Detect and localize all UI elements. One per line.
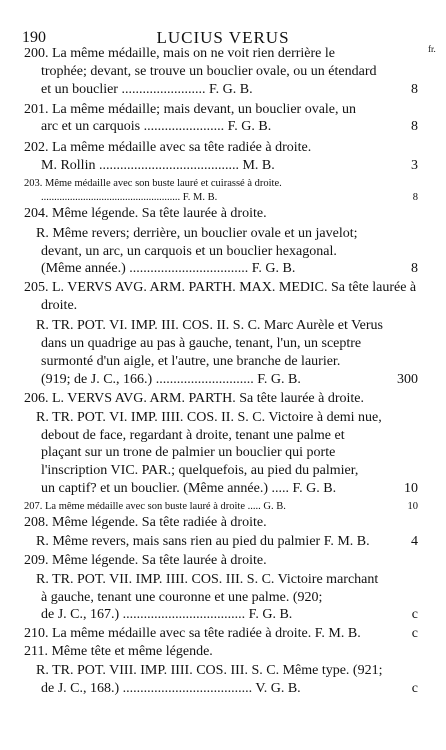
text-line: 206. L. VERVS AVG. ARM. PARTH. Sa tête laurée à droite. [24,391,364,406]
text-line: et un bouclier ........................ F. G. B. [41,82,253,97]
price-value: 8 [412,192,418,203]
text-line: devant, un arc, un carquois et un bouclier hexagonal. [41,244,337,259]
text-line: 208. Même légende. Sa tête radiée à droite. [24,515,267,530]
text-line: 203. Même médaille avec son buste lauré et cuirassé à droite. [24,178,282,189]
running-title: LUCIUS VERUS [156,28,290,47]
text-line: dans un quadrige au pas à gauche, tenant, l'un, un sceptre [41,336,362,351]
price-value: 8 [411,82,418,97]
text-line: trophée; devant, se trouve un bouclier ovale, ou un étendard [41,64,377,79]
text-line: (Même année.) .................................. F. G. B. [41,261,296,276]
text-line: 209. Même légende. Sa tête laurée à droite. [24,553,267,568]
text-line: surmonté d'un aigle, et l'autre, une branche de laurier. [41,354,341,369]
text-line: R. TR. POT. VIII. IMP. IIII. COS. III. S. C. Même type. (921; [36,663,383,678]
text-line: droite. [41,298,78,313]
text-line: R. TR. POT. VI. IMP. III. COS. II. S. C. Marc Aurèle et Verus [36,318,384,333]
price-value: 8 [411,119,418,134]
price-value: c [411,626,418,641]
text-line: (919; de J. C., 166.) ............................ F. G. B. [41,372,301,387]
text-line: 200. La même médaille, mais on ne voit rien derrière le [24,46,335,61]
text-line: R. TR. POT. VII. IMP. IIII. COS. III. S. C. Victoire marchant [36,572,379,587]
text-line: 205. L. VERVS AVG. ARM. PARTH. MAX. MEDIC. Sa tête laurée à [24,280,417,295]
text-line: ..................................................... F. M. B. [41,192,218,203]
text-line: l'inscription VIC. PAR.; quelquefois, au pied du palmier, [41,463,359,478]
text-line: plaçant sur un trone de palmier un bouclier qui porte [41,445,336,460]
text-line: 202. La même médaille avec sa tête radiée à droite. [24,140,312,155]
price-value: c [411,681,418,696]
text-line: R. Même revers, mais sans rien au pied du palmier F. M. B. [36,534,370,549]
text-line: M. Rollin ........................................ M. B. [41,158,275,173]
text-line: de J. C., 168.) ..................................... V. G. B. [41,681,301,696]
text-line: 201. La même médaille; mais devant, un bouclier ovale, un [24,102,357,117]
text-line: un captif? et un bouclier. (Même année.) ..... F. G. B. [41,481,337,496]
price-value: 3 [411,158,418,173]
text-line: 207. La même médaille avec son buste lauré à droite ..... G. B. [24,501,286,512]
price-value: 10 [407,501,418,512]
price-value: 300 [397,372,418,387]
price-value: 8 [411,261,418,276]
text-line: R. TR. POT. VI. IMP. IIII. COS. II. S. C. Victoire à demi nue, [36,410,382,425]
text-line: arc et un carquois ....................... F. G. B. [41,119,272,134]
text-line: debout de face, regardant à droite, tenant une palme et [41,428,345,443]
text-line: de J. C., 167.) ................................... F. G. B. [41,607,293,622]
price-value: 10 [404,481,418,496]
price-value: c [411,607,418,622]
text-line: 211. Même tête et même légende. [24,644,213,659]
text-line: 210. La même médaille avec sa tête radiée à droite. F. M. B. [24,626,361,641]
text-line: 204. Même légende. Sa tête laurée à droite. [24,206,267,221]
price-unit-label: fr. [428,44,436,54]
price-value: 4 [411,534,418,549]
text-line: à gauche, tenant une couronne et une palme. (920; [41,590,323,605]
page-number: 190 [22,29,46,46]
text-line: R. Même revers; derrière, un bouclier ovale et un javelot; [36,226,358,241]
